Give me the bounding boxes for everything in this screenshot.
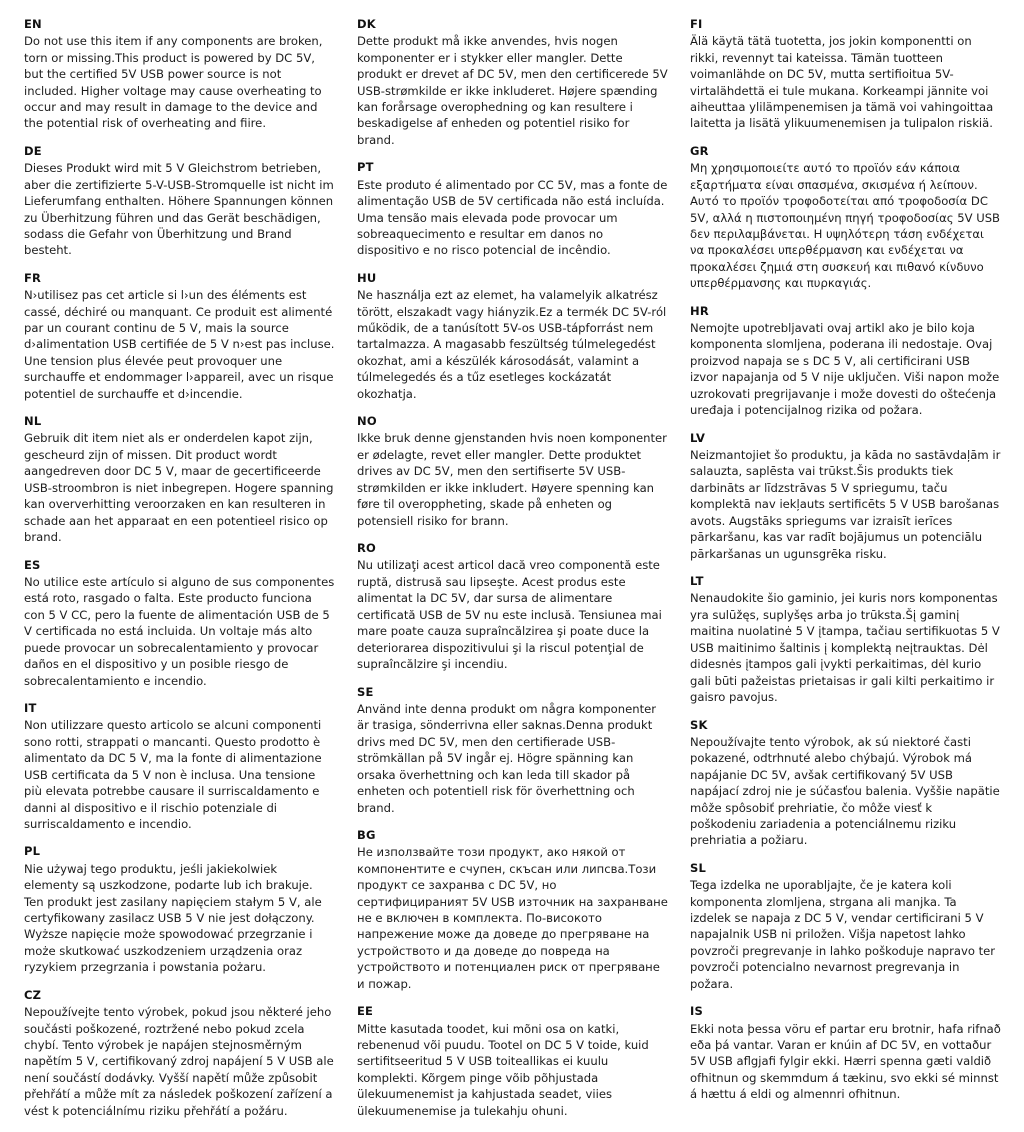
language-code: FR [24, 270, 42, 285]
language-entry-it [24, 702, 335, 832]
language-code: RO [357, 541, 377, 556]
language-code: IT [24, 701, 37, 716]
language-text: Nu utilizaţi acest articol dacă vreo componentă este ruptă, distrusă sau lipseşte. Acest produs este alimentat la DC 5V, dar sursa de alimentare certificată USB de 5V nu este inclusă. Tensiunea mai mare poate cauza supraîncălzirea şi poate duce la deteriorarea dispozitivului şi la riscul potenţial de supraîncălzire şi incendiu. [357, 558, 662, 672]
language-entry-hr [690, 305, 1001, 419]
language-entry-dk [357, 18, 668, 148]
language-text: Non utilizzare questo articolo se alcuni componenti sono rotti, strappati o mancanti. Questo prodotto è alimentato da DC 5 V, ma la fonte di alimentazione USB certificata da 5 V non è inclusa. Una tensione più elevata potrebbe causare il surriscaldamento e danni al dispositivo e il rischio potenziale di surriscaldamento e incendio. [24, 718, 322, 831]
language-entry-pt [357, 161, 668, 258]
language-entry-fr [24, 272, 335, 402]
language-code: IS [690, 1004, 703, 1019]
language-entry-es [24, 559, 335, 689]
language-code: HU [357, 270, 377, 285]
language-code: PL [24, 844, 41, 859]
language-code: HR [690, 303, 709, 318]
language-entry-de [24, 145, 335, 259]
language-entry-en [24, 18, 335, 132]
language-text: Nie używaj tego produktu, jeśli jakiekolwiek elementy są uszkodzone, podarte lub ich brakuje. Ten produkt jest zasilany napięciem stałym 5 V, ale certyfikowany zasilacz USB 5 V nie jest dołączony. Wyższe napięcie może spowodować przegrzanie i może skutkować uszkodzeniem urządzenia oraz ryzykiem przegrzania i powstania pożaru. [24, 861, 322, 975]
language-entry-nl [24, 415, 335, 545]
language-text: Mitte kasutada toodet, kui mõni osa on katki, rebenenud või puudu. Tootel on DC 5 V toide, kuid sertifitseeritud 5 V USB toiteallikas ei kuulu komplekti. Kõrgem pinge võib põhjustada ülekuumenemist ja kahjustada seadet, viies ülekuumenemise ja tulekahju ohuni. [357, 1021, 649, 1118]
language-code: FI [690, 17, 703, 31]
language-columns [24, 17, 1001, 1118]
language-column-2 [357, 18, 668, 1132]
language-entry-sl [690, 862, 1001, 992]
language-text: Μη χρησιμοποιείτε αυτό το προϊόν εάν κάποια εξαρτήματα είναι σπασμένα, σκισμένα ή λείπουν. Αυτό το προϊόν τροφοδοτείται από τροφοδοσία DC 5V, αλλά η πιστοποιημένη πηγή τροφοδοσίας 5V USB δεν περιλαμβάνεται. Η υψηλότερη τάση ενδέχεται να προκαλέσει υπερθέρμανση και ενδέχεται να προκαλέσει ζημιά στη συσκευή και πιθανό κίνδυνο υπερθέρμανσης και πυρκαγιάς. [690, 161, 1001, 291]
language-code: PT [357, 160, 374, 175]
language-entry-cz [24, 989, 335, 1119]
language-text: Do not use this item if any components are broken, torn or missing.This product is powered by DC 5V, but the certified 5V USB power source is not included. Higher voltage may cause overheating to occur and may result in damage to the device and the potential risk of overheating and fiire. [24, 34, 323, 131]
language-code: DK [357, 17, 376, 31]
language-entry-se [357, 686, 668, 816]
language-text: Не използвайте този продукт, ако някой от компонентите е счупен, скъсан или липсва.Този продукт се захранва с DC 5V, но сертифицираният 5V USB източник на захранване не е включен в комплекта. По-високото напрежение може да доведе до прегряване на устройството и да доведе до повреда на устройството и потенциален риск от прегряване и пожар. [357, 845, 668, 991]
language-entry-pl [24, 845, 335, 975]
language-entry-gr [690, 145, 1001, 292]
language-text: Nepoužívejte tento výrobek, pokud jsou některé jeho součásti poškozené, roztržené nebo pokud zcela chybí. Tento výrobek je napájen stejnosměrným napětím 5 V, certifikovaný zdroj napájení 5 V USB ale není součástí dodávky. Vyšší napětí může způsobit přehřátí a může mít za následek poškození zařízení a vést k potenciálnímu riziku přehřátí a požáru. [24, 1005, 334, 1118]
language-text: Använd inte denna produkt om några komponenter är trasiga, sönderrivna eller saknas.Denna produkt drivs med DC 5V, men den certifierade USB-strömkällan på 5V ingår ej. Högre spänning kan orsaka överhettning och kan leda till skador på enheten och potentiell risk för överhettning och brand. [357, 701, 657, 815]
language-code: BG [357, 827, 376, 842]
language-code: GR [690, 143, 709, 158]
language-code: LV [690, 430, 706, 445]
language-entry-sk [690, 719, 1001, 849]
language-text: Dette produkt må ikke anvendes, hvis nogen komponenter er i stykker eller mangler. Dette produkt er drevet af DC 5V, men den certificerede 5V USB-strømkilde er ikke inkluderet. Højere spænding kan forårsage overophedning og kan resultere i beskadigelse af enheden og potentiel risiko for brand. [357, 34, 668, 147]
language-code: DE [24, 143, 42, 158]
language-code: NL [24, 414, 42, 429]
language-entry-no [357, 415, 668, 529]
language-code: EE [357, 1004, 374, 1019]
language-entry-ro [357, 542, 668, 672]
language-code: CZ [24, 987, 42, 1002]
language-column-3 [690, 18, 1001, 1116]
language-code: ES [24, 557, 41, 572]
language-text: Este produto é alimentado por CC 5V, mas a fonte de alimentação USB de 5V certificada não está incluída. Uma tensão mais elevada pode provocar um sobreaquecimento e resultar em danos no dispositivo e no risco potencial de incêndio. [357, 177, 668, 258]
language-text: No utilice este artículo si alguno de sus componentes está roto, rasgado o falta. Este producto funciona con 5 V CC, pero la fuente de alimentación USB de 5 V certificada no está incluida. Un voltaje más alto puede provocar un sobrecalentamiento y provocar daños en el dispositivo y un posible riesgo de sobrecalentamiento e incendio. [24, 574, 335, 688]
language-entry-hu [357, 272, 668, 402]
language-code: EN [24, 17, 42, 31]
language-text: Ekki nota þessa vöru ef partar eru brotnir, hafa rifnað eða þá vantar. Varan er knúin af DC 5V, en vottaður 5V USB aflgjafi fylgir ekki. Hærri spenna gæti valdið ofhitnun og skemmdum á tækinu, svo ekki sé minnst á hættu á eldi og almennri ofhitnun. [690, 1021, 1001, 1102]
language-text: Ne használja ezt az elemet, ha valamelyik alkatrész törött, elszakadt vagy hiányzik.Ez a termék DC 5V-ról működik, de a tanúsított 5V-os USB-tápforrást nem tartalmazza. A magasabb feszültség túlmelegedést okozhat, ami a készülék károsodását, valamint a túlmelegedés és a tűz esetleges kockázatát okozhatja. [357, 288, 667, 401]
language-text: Nemojte upotrebljavati ovaj artikl ako je bilo koja komponenta slomljena, poderana ili nedostaje. Ovaj proizvod napaja se s DC 5 V, ali certificirani USB izvor napajanja od 5 V nije uključen. Viši napon može uzrokovati pregrijavanje i može dovesti do oštećenja uređaja i potencijalnog rizika od požara. [690, 321, 1000, 418]
language-text: Älä käytä tätä tuotetta, jos jokin komponentti on rikki, revennyt tai kateissa. Tämän tuotteen voimanlähde on DC 5V, mutta sertifioitua 5V-virtalähdettä ei tule mukana. Korkeampi jännite voi aiheuttaa ylilämpenemisen ja tämä voi vahingoittaa laitetta ja lisätä ylikuumenemisen ja tulipalon riskiä. [690, 34, 994, 131]
language-entry-bg [357, 829, 668, 992]
language-entry-is [690, 1005, 1001, 1102]
language-entry-lv [690, 432, 1001, 562]
language-entry-ee [357, 1005, 668, 1119]
language-text: Ikke bruk denne gjenstanden hvis noen komponenter er ødelagte, revet eller mangler. Dette produktet drives av DC 5V, men den sertifiserte 5V USB-strømkilden er ikke inkludert. Høyere spenning kan føre til overoppheting, skade på enheten og potensiell risiko for brann. [357, 431, 667, 528]
language-code: LT [690, 574, 704, 589]
language-text: Dieses Produkt wird mit 5 V Gleichstrom betrieben, aber die zertifizierte 5-V-USB-Stromquelle ist nicht im Lieferumfang enthalten. Höhere Spannungen können zu Überhitzung führen und das Gerät beschädigen, sodass die Gefahr von Überhitzung und Brand besteht. [24, 161, 334, 258]
language-text: Gebruik dit item niet als er onderdelen kapot zijn, gescheurd zijn of missen. Dit product wordt aangedreven door DC 5 V, maar de gecertificeerde USB-stroombron is niet inbegrepen. Hogere spanning kan oververhitting veroorzaken en kan resulteren in schade aan het apparaat en een potentieel risico op brand. [24, 431, 334, 545]
language-entry-lt [690, 575, 1001, 705]
language-text: Tega izdelka ne uporabljajte, če je katera koli komponenta zlomljena, strgana ali manjka. Ta izdelek se napaja z DC 5 V, vendar certificirani 5 V napajalnik USB ni priložen. Višja napetost lahko povzroči pregrevanje in lahko poškoduje napravo ter povzroči potencialno nevarnost pregrevanja in požara. [690, 878, 996, 991]
language-code: SK [690, 717, 708, 732]
language-code: SE [357, 684, 374, 699]
language-code: SL [690, 860, 707, 875]
language-text: Nenaudokite šio gaminio, jei kuris nors komponentas yra sulūžęs, suplyšęs arba jo trūksta.Šį gaminį maitina nuolatinė 5 V įtampa, tačiau sertifikuotas 5 V USB maitinimo šaltinis į komplektą neįtrauktas. Dėl didesnės įtampos gali įvykti perkaitimas, dėl kurio gali būti pažeistas prietaisas ir gali kilti perkaitimo ir gaisro pavojus. [690, 591, 1000, 705]
language-text: Nepoužívajte tento výrobok, ak sú niektoré časti pokazené, odtrhnuté alebo chýbajú. Výrobok má napájanie DC 5V, avšak certifikovaný 5V USB napájací zdroj nie je súčasťou balenia. Vyššie napätie môže spôsobiť prehriatie, čo môže viesť k poškodeniu zariadenia a potenciálnemu riziku prehriatia a požiaru. [690, 734, 1000, 848]
language-code: NO [357, 414, 377, 429]
language-text: Neizmantojiet šo produktu, ja kāda no sastāvdaļām ir salauzta, saplēsta vai trūkst.Šis produkts tiek darbināts ar līdzstrāvas 5 V spriegumu, taču komplektā nav iekļauts sertificēts 5 V USB barošanas avots. Augstāks spriegums var izraisīt ierīces pārkaršanu, kas var radīt bojājumus un potenciālu pārkaršanas un ugunsgrēka risku. [690, 447, 1001, 561]
language-entry-fi [690, 18, 1001, 132]
language-column-1 [24, 18, 335, 1132]
language-text: N›utilisez pas cet article si l›un des éléments est cassé, déchiré ou manquant. Ce produit est alimenté par un courant continu de 5 V, mais la source d›alimentation USB certifiée de 5 V n›est pas incluse. Une tension plus élevée peut provoquer une surchauffe et endommager l›appareil, avec un risque potentiel de surchauffe et d›incendie. [24, 288, 335, 401]
